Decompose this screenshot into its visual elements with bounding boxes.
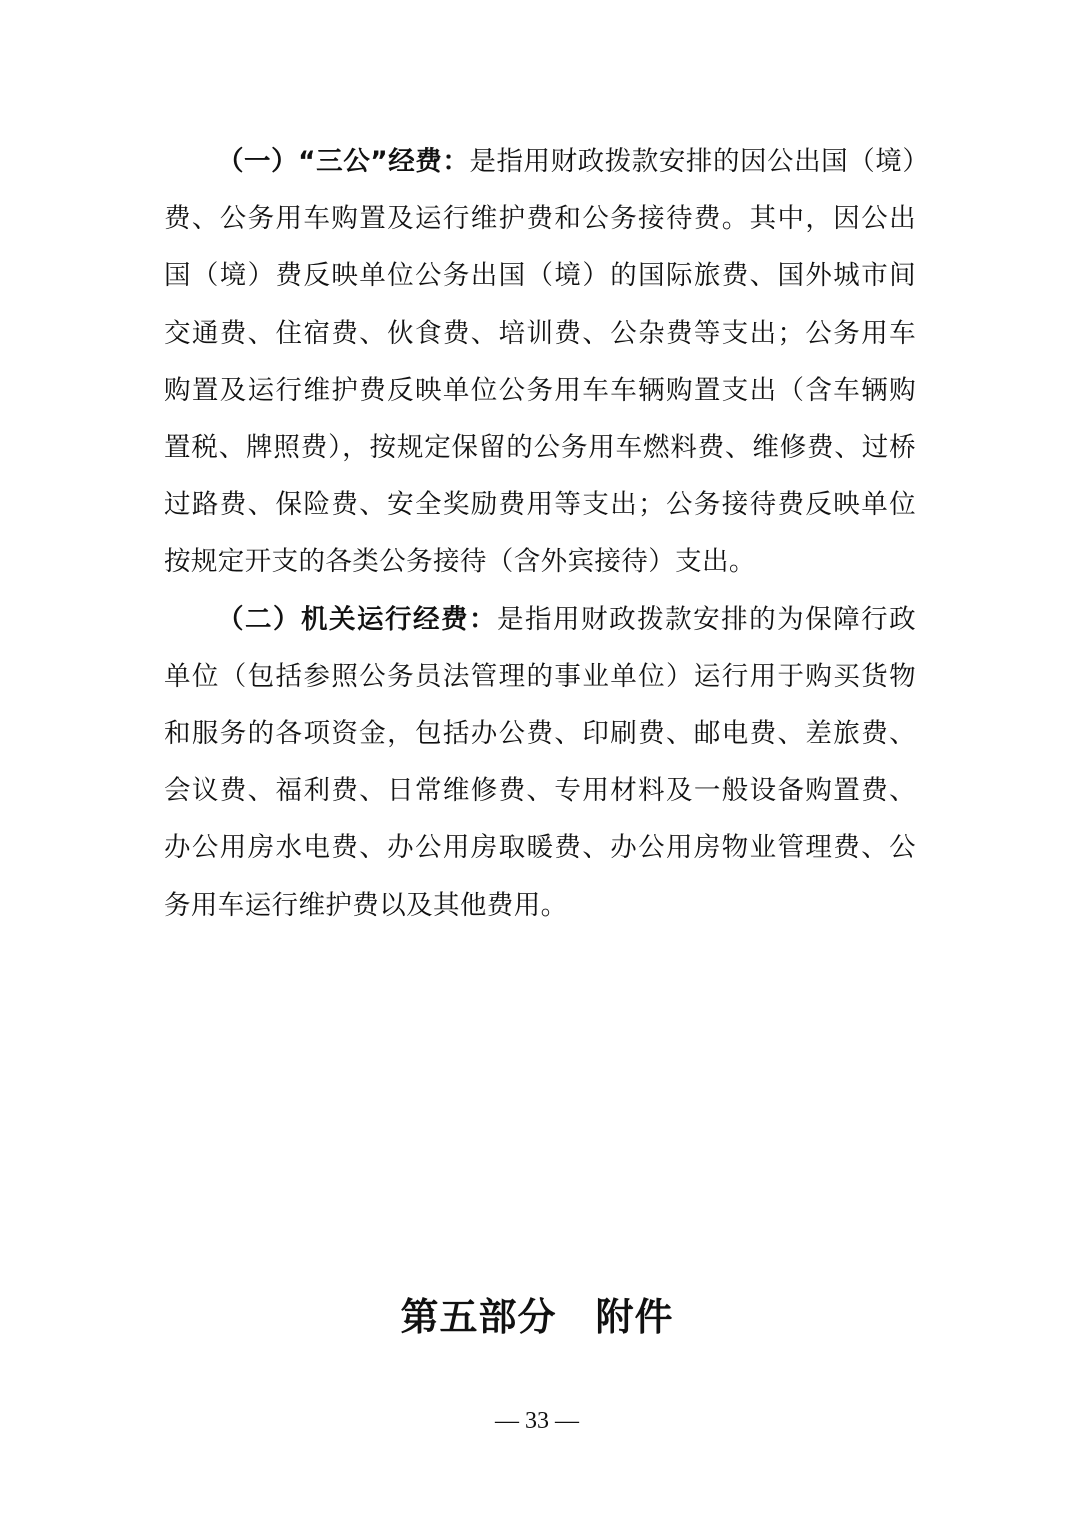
paragraph-lead-title: （一）“三公”经费： — [217, 146, 470, 177]
paragraph-lead-title: （二）机关运行经费： — [217, 603, 498, 635]
paragraph-agency-operating-expenses — [164, 591, 916, 934]
paragraph-san-gong-expenses — [164, 133, 916, 591]
paragraph-text: 是指用财政拨款安排的因公出国（境）费、公务用车购置及运行维护费和公务接待费。其中，因公出国（境）费反映单位公务出国（境）的国际旅费、国外城市间交通费、住宿费、伙食费、培训费、公杂费等支出；公务用车购置及运行维护费反映单位公务用车车辆购置支出（含车辆购置税、牌照费），按规定保留的公务用车燃料费、维修费、过桥过路费、保险费、安全奖励费用等支出；公务接待费反映单位按规定开支的各类公务接待（含外宾接待）支出。 — [164, 146, 916, 578]
paragraph-text: 是指用财政拨款安排的为保障行政单位（包括参照公务员法管理的事业单位）运行用于购买货物和服务的各项资金，包括办公费、印刷费、邮电费、差旅费、会议费、福利费、日常维修费、专用材料及一般设备购置费、办公用房水电费、办公用房取暖费、办公用房物业管理费、公务用车运行维护费以及其他费用。 — [164, 603, 917, 921]
section-heading: 第五部分 附件 — [400, 1295, 674, 1339]
body-text — [164, 133, 916, 934]
page-number: — 33 — — [495, 1408, 579, 1434]
